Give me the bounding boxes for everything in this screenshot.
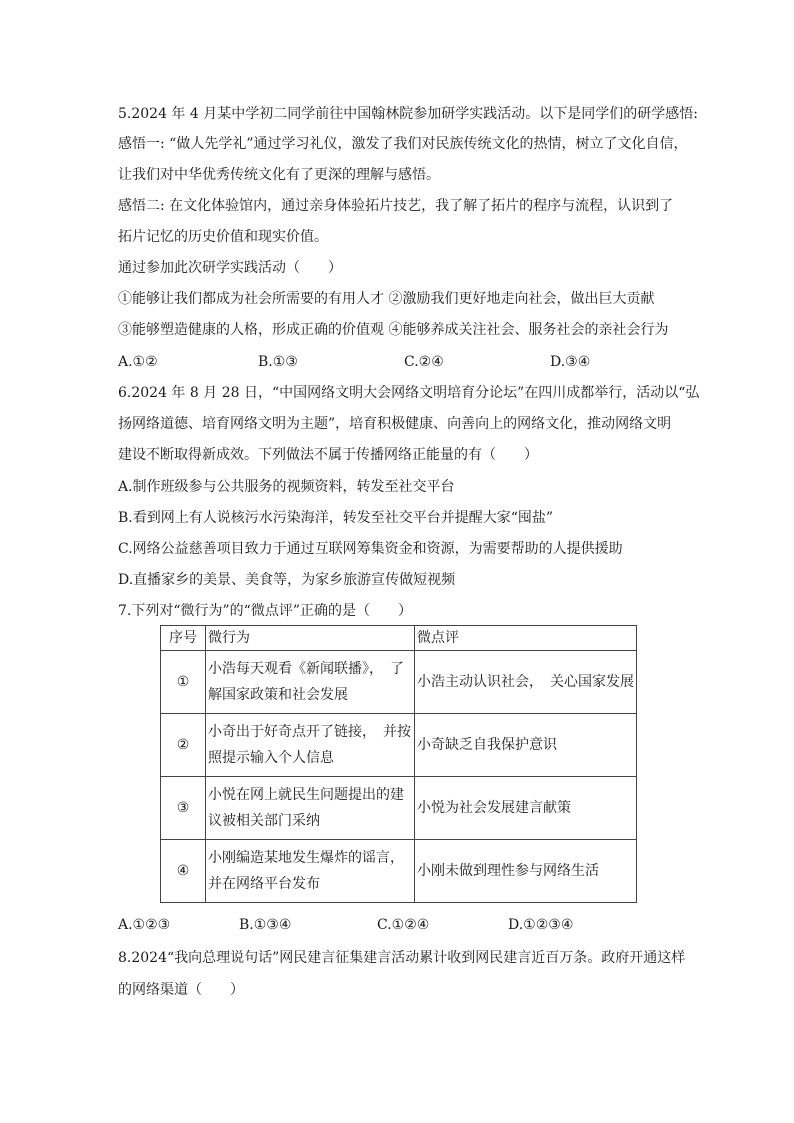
q5-option-b: B.①③	[258, 354, 298, 370]
q6-option-a: A.制作班级参与公共服务的视频资料，转发至社交平台	[118, 479, 455, 495]
row-behavior: 小奇出于好奇点开了链接， 并按照提示输入个人信息	[206, 714, 415, 777]
row-behavior: 小刚编造某地发生爆炸的谣言，并在网络平台发布	[206, 840, 415, 903]
row-comment: 小奇缺乏自我保护意识	[415, 714, 637, 777]
q7-option-c: C.①②④	[377, 917, 430, 933]
q5-option-d: D.③④	[550, 354, 591, 370]
q7-option-a: A.①②③	[118, 917, 171, 933]
header-comment: 微点评	[415, 626, 637, 651]
q5-stem-line-1: 5.2024 年 4 月某中学初二同学前往中国翰林院参加研学实践活动。以下是同学们的研学感悟:	[118, 106, 698, 122]
row-behavior: 小悦在网上就民生问题提出的建议被相关部门采纳	[206, 777, 415, 840]
q5-prompt: 通过参加此次研学实践活动（ ）	[118, 260, 342, 276]
q5-option-c: C.②④	[404, 354, 444, 370]
row-comment: 小刚未做到理性参与网络生活	[415, 840, 637, 903]
row-number: ①	[161, 651, 206, 714]
table-row	[161, 714, 637, 777]
q7-option-d: D.①②③④	[508, 917, 574, 933]
q5-stem-line-4: 感悟二: 在文化体验馆内，通过亲身体验拓片技艺，我了解了拓片的程序与流程，认识到了	[118, 198, 674, 214]
row-comment: 小浩主动认识社会， 关心国家发展	[415, 651, 637, 714]
table-row	[161, 840, 637, 903]
row-number: ②	[161, 714, 206, 777]
row-number: ③	[161, 777, 206, 840]
q5-stem-line-3: 让我们对中华优秀传统文化有了更深的理解与感悟。	[118, 167, 440, 183]
row-behavior: 小浩每天观看《新闻联播》， 了解国家政策和社会发展	[206, 651, 415, 714]
q6-stem-line-2: 扬网络道德、培育网络文明为主题”，培育积极健康、向善向上的网络文化，推动网络文明	[118, 416, 672, 432]
q5-stem-line-2: 感悟一: “做人先学礼”通过学习礼仪，激发了我们对民族传统文化的热情，树立了文化自信，	[118, 136, 688, 152]
table-header-row	[161, 626, 637, 651]
q6-option-c: C.网络公益慈善项目致力于通过互联网筹集资金和资源，为需要帮助的人提供援助	[118, 541, 623, 557]
row-comment: 小悦为社会发展建言献策	[415, 777, 637, 840]
q8-stem-line-2: 的网络渠道（ ）	[118, 982, 244, 998]
q7-option-b: B.①③④	[239, 917, 292, 933]
table-row	[161, 777, 637, 840]
q6-stem-line-3: 建设不断取得新成效。下列做法不属于传播网络正能量的有（ ）	[118, 447, 538, 463]
q7-table	[160, 625, 637, 903]
q5-option-a: A.①②	[118, 354, 158, 370]
header-behavior: 微行为	[206, 626, 415, 651]
q5-statement-3-4: ③能够塑造健康的人格，形成正确的价值观 ④能够养成关注社会、服务社会的亲社会行为	[118, 322, 669, 338]
q6-stem-line-1: 6.2024 年 8 月 28 日，“中国网络文明大会网络文明培育分论坛”在四川成都举行，活动以“弘	[118, 385, 700, 401]
q6-option-b: B.看到网上有人说核污水污染海洋，转发至社交平台并提醒大家“囤盐”	[118, 510, 554, 526]
header-number: 序号	[161, 626, 206, 651]
row-number: ④	[161, 840, 206, 903]
q5-statement-1-2: ①能够让我们都成为社会所需要的有用人才 ②激励我们更好地走向社会，做出巨大贡献	[118, 291, 655, 307]
q8-stem-line-1: 8.2024“我向总理说句话”网民建言征集建言活动累计收到网民建言近百万条。政府开通这样	[118, 950, 686, 966]
q6-option-d: D.直播家乡的美景、美食等，为家乡旅游宣传做短视频	[118, 572, 456, 588]
table-row	[161, 651, 637, 714]
q5-stem-line-5: 拓片记忆的历史价值和现实价值。	[118, 229, 328, 245]
q7-stem: 7.下列对“微行为”的“微点评”正确的是（ ）	[118, 603, 412, 619]
